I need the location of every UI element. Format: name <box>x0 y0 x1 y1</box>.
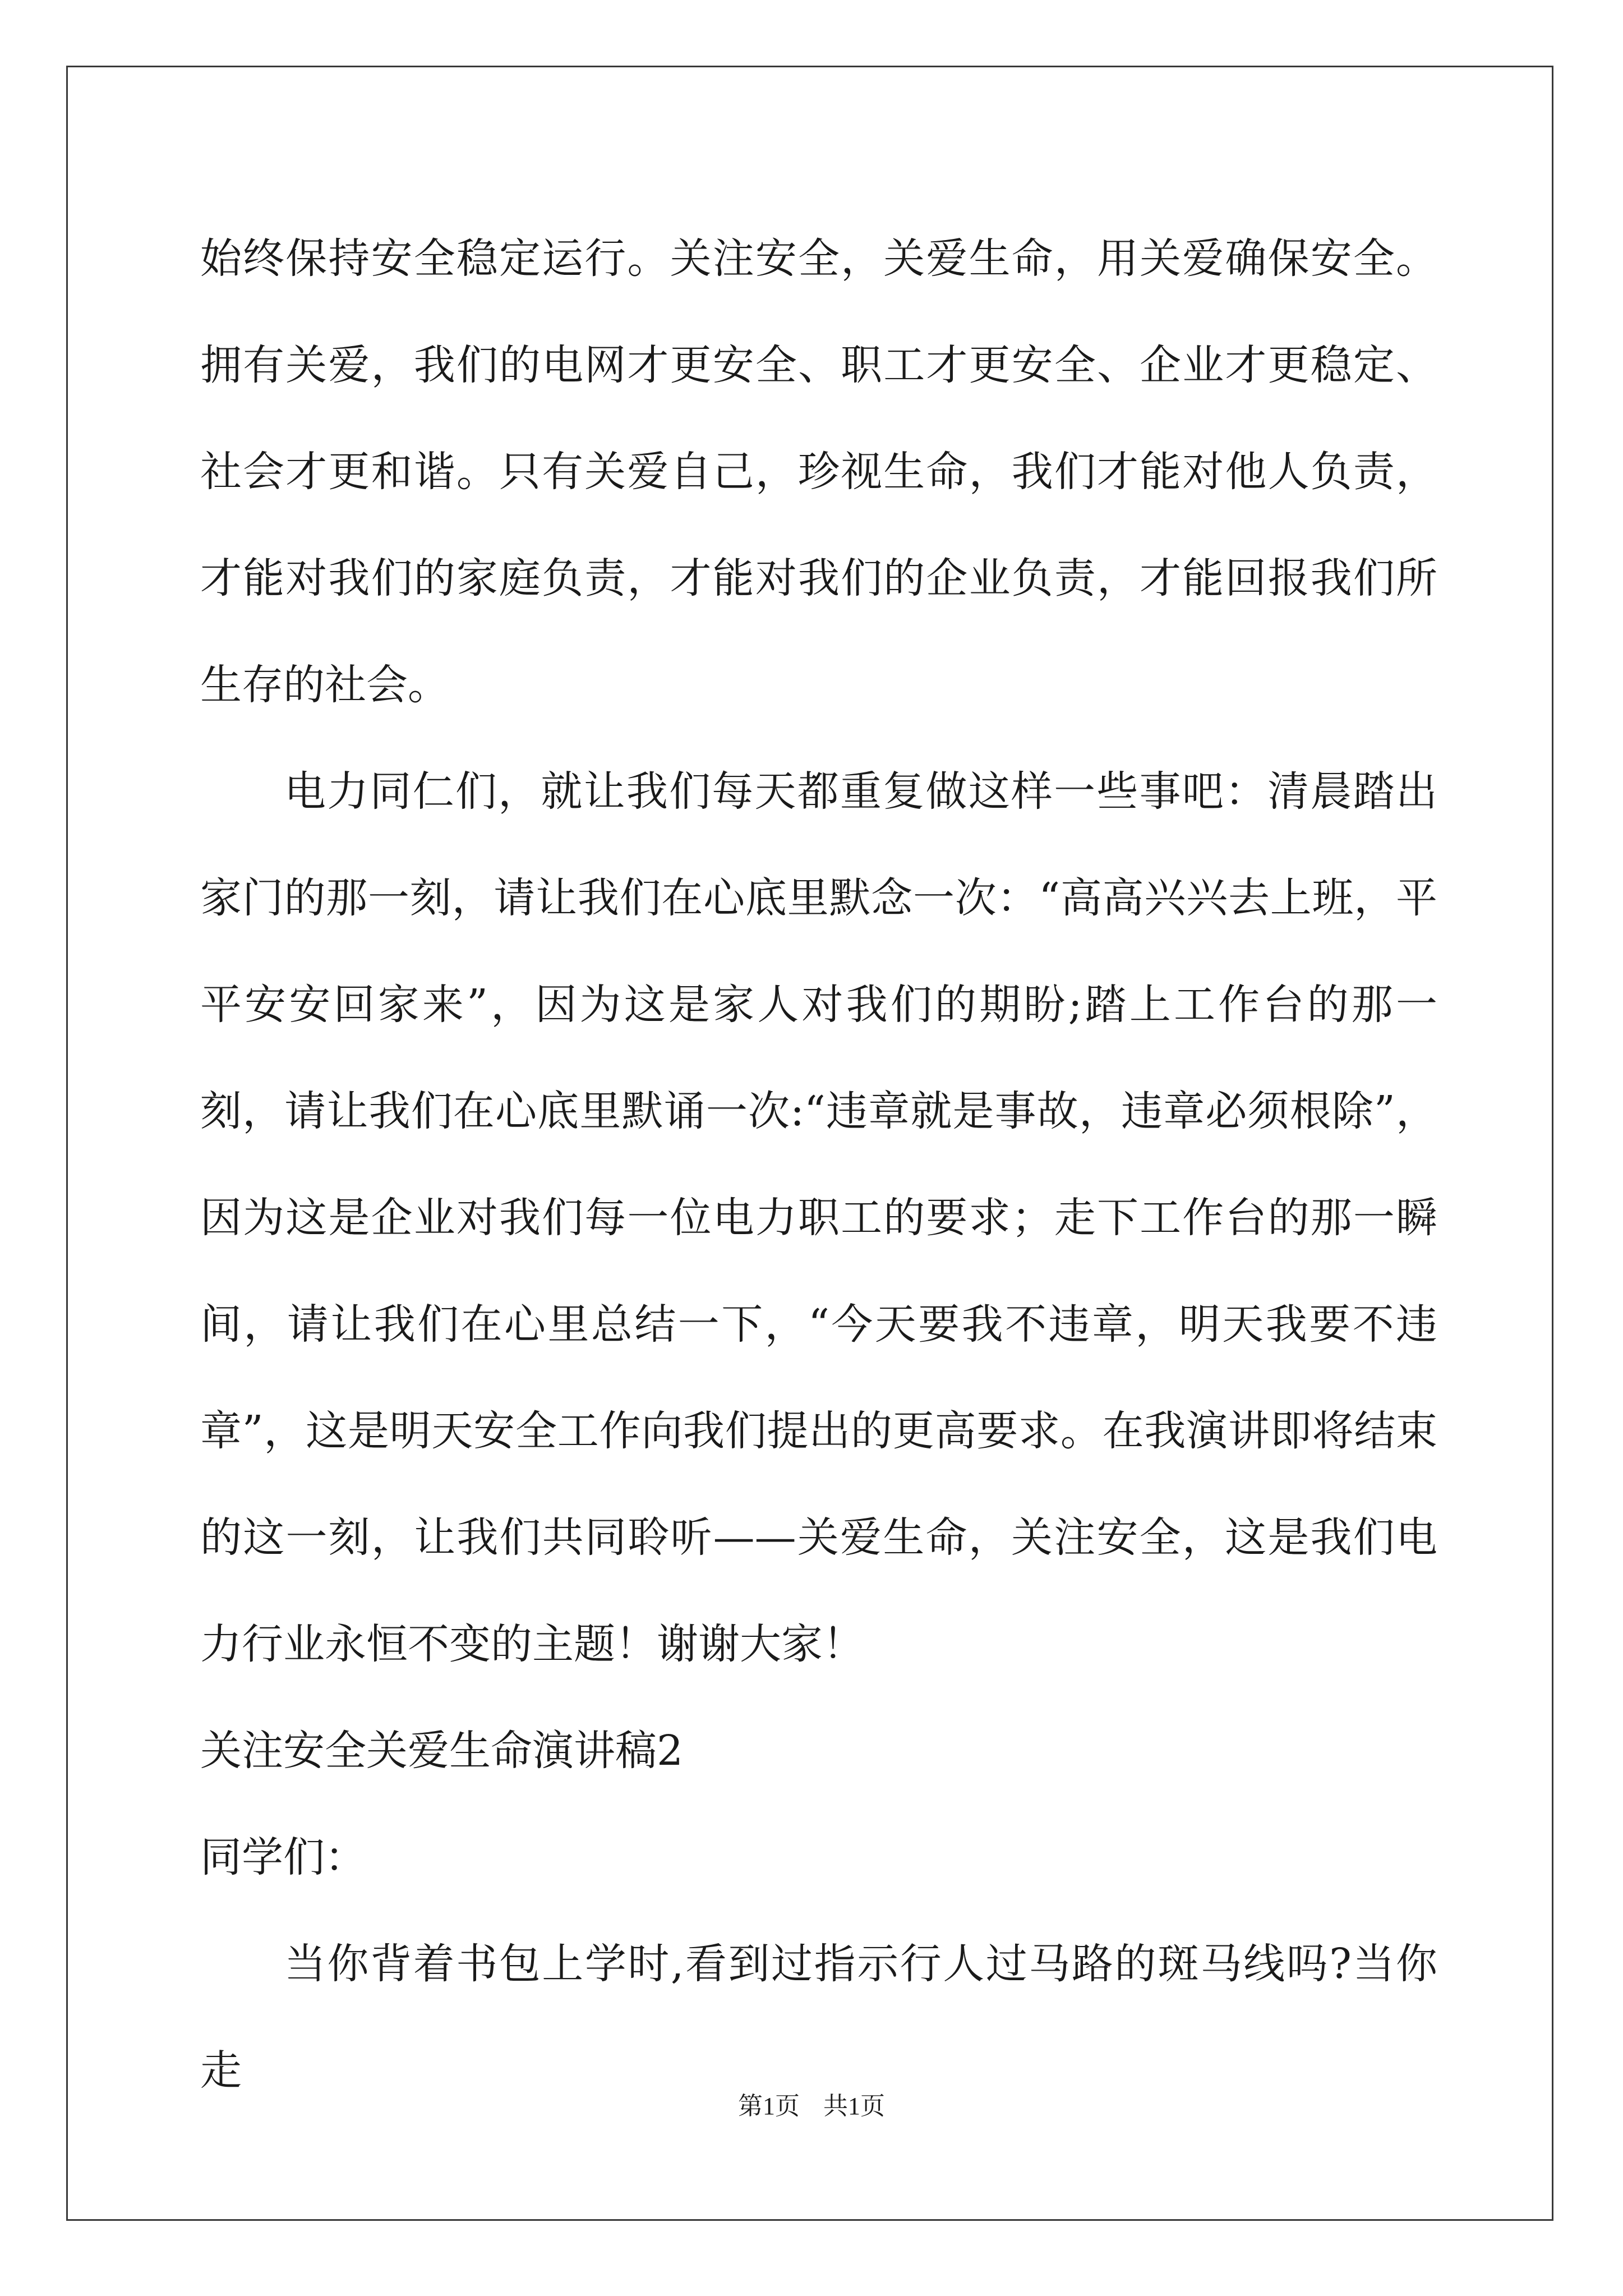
paragraph-2: 电力同仁们，就让我们每天都重复做这样一些事吧：清晨踏出家门的那一刻，请让我们在心底里默念一次：“高高兴兴去上班，平平安安回家来”，因为这是家人对我们的期盼;踏上工作台的那一刻，请让我们在心底里默诵一次:“违章就是事故，违章必须根除”，因为这是企业对我们每一位电力职工的要求；走下工作台的那一瞬间，请让我们在心里总结一下，“今天要我不违章，明天我要不违章”，这是明天安全工作向我们提出的更高要求。在我演讲即将结束的这一刻，让我们共同聆听——关爱生命，关注安全，这是我们电力行业永恒不变的主题！谢谢大家！ <box>200 767 1437 1668</box>
salutation: 同学们： <box>200 1833 366 1881</box>
paragraph-3: 当你背着书包上学时,看到过指示行人过马路的斑马线吗?当你走 <box>200 1940 1437 2095</box>
page-footer <box>0 2086 1623 2122</box>
document-body <box>200 205 1437 2124</box>
page-number: 第1页 <box>738 2092 800 2120</box>
section-title: 关注安全关爱生命演讲稿2 <box>200 1727 684 1775</box>
page-total: 共1页 <box>823 2092 885 2120</box>
paragraph-1: 始终保持安全稳定运行。关注安全，关爱生命，用关爱确保安全。拥有关爱，我们的电网才更安全、职工才更安全、企业才更稳定、社会才更和谐。只有关爱自己，珍视生命，我们才能对他人负责，才能对我们的家庭负责，才能对我们的企业负责，才能回报我们所生存的社会。 <box>200 234 1437 709</box>
